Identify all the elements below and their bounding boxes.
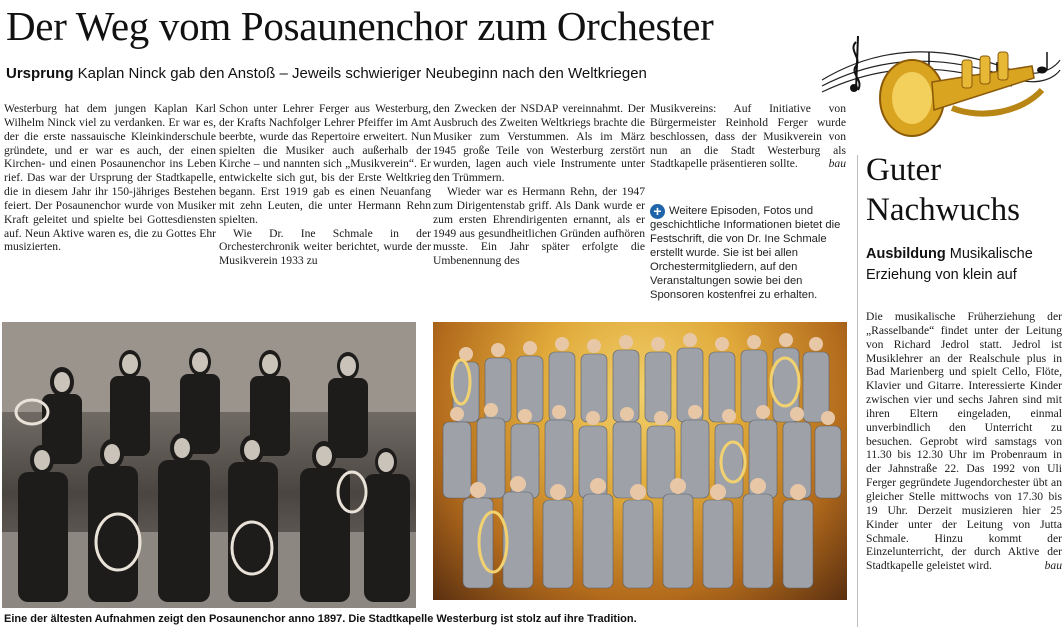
sidebar-title-line-1: Guter	[866, 152, 942, 188]
info-box-text: Weitere Episoden, Fotos und geschichtliche Informationen bietet die Festschrift, die von Dr. Ine Schmale erstellt wurde. Sie ist bei allen Orchestermitgliedern, auf den Veranstaltungen sowie bei den Sponsoren kostenfrei zu erhalten.	[650, 205, 841, 301]
column-2-paragraph-1: Schon unter Lehrer Ferger aus Westerburg, der Krafts Nachfolger Lehrer Pfeiffer im Amt beerbte, wurde das Repertoire erweitert. Nun spielten die Musiker auch außerhalb der Kirche – und nannten sich „Musikverein“. Er entwickelte sich gut, bis der Erste Weltkrieg begann. Erst 1919 gab es einen Neuanfang mit zehn Leuten, die unter Hermann Rehn spielten.	[219, 102, 431, 226]
article-subhead	[6, 64, 647, 84]
sidebar-title-line-2: Nachwuchs	[866, 192, 1020, 228]
sidebar-body	[866, 310, 1062, 627]
column-4-paragraph-1	[650, 102, 846, 171]
column-3-paragraph-2: Wieder war es Hermann Rehn, der 1947 zum Dirigentenstab griff. Als Dank wurde er zum ersten Ehrendirigenten ernannt, als er 1949 aus gesundheitlichen Gründen aufhören musste. Ein Jahr später erfolgte die Umbenennung des	[433, 185, 645, 268]
photo-caption: Eine der ältesten Aufnahmen zeigt den Posaunenchor anno 1897. Die Stadtkapelle Westerburg ist stolz auf ihre Tradition.	[4, 613, 637, 625]
article-column-2	[219, 102, 431, 268]
historic-band-photo	[2, 322, 416, 608]
sidebar-text: Die musikalische Früherziehung der „Rasselbande“ findet unter der Leitung von Richard Jedrol statt. Jedrol ist Musiklehrer an der Realschule plus in Bad Marienberg und spielt Cello, Flöte, Klavier und Gitarre. Interessierte Kinder zwischen vier und sechs Jahren sind mit ihren Eltern eingeladen, einmal unverbindlich den Unterricht zu besuchen. Geprobt wird samstags von 11.30 bis 12.30 Uhr im Probenraum in der Jahnstraße 22. Das 1992 von Uli Ferger gegründete Jugendorchester übt an gleicher Stelle mittwochs von 17.30 bis 19 Uhr. Derzeit musizieren hier 25 Kinder unter der Leitung von Jutta Schmale. Hinzu kommt der Einzelunterricht, der durch Aktive der Stadtkapelle geleistet wird.	[866, 310, 1062, 573]
article-column-3	[433, 102, 645, 268]
subhead-text: Kaplan Ninck gab den Anstoß – Jeweils schwieriger Neubeginn nach den Weltkriegen	[77, 65, 647, 82]
column-1-paragraph-1: Westerburg hat dem jungen Kaplan Karl Wilhelm Ninck viel zu verdanken. Er war es, der die erste nassauische Kleinkinderschule gründete, und er war es auch, der einen Kirchen- und einen Posaunenchor ins Leben rief. Das war der Ursprung der Stadtkapelle, die in diesem Jahr ihr 150-jähriges Bestehen feiert. Der Posaunenchor wurde von Musiker Kraft geleitet und spielte bei Gottesdiensten auf. Neun Aktive waren es, die zu Gottes Ehr musizierten.	[4, 102, 216, 254]
plus-icon: +	[650, 204, 665, 219]
modern-orchestra-photo	[433, 322, 847, 600]
subhead-kicker: Ursprung	[6, 65, 74, 82]
info-box	[650, 204, 846, 302]
sidebar-subhead-text: Musikalische Erziehung von klein auf	[866, 246, 1033, 283]
sidebar-subhead	[866, 244, 1062, 286]
trumpet-with-notes-icon	[812, 20, 1062, 150]
column-4-text: Musikvereins: Auf Initiative von Bürgermeister Reinhold Ferger wurde beschlossen, dass der Musikverein von nun an die Stadt Westerburg als Stadtkapelle präsentieren sollte.	[650, 102, 846, 171]
sidebar-title	[866, 150, 1020, 230]
sidebar-signature: bau	[1044, 559, 1062, 573]
page-headline: Der Weg vom Posaunenchor zum Orchester	[6, 3, 714, 49]
column-2-paragraph-2: Wie Dr. Ine Schmale in der Orchesterchronik weiter berichtet, wurde der Musikverein 1933 zu	[219, 226, 431, 268]
article-column-1	[4, 102, 216, 254]
column-divider	[857, 155, 858, 627]
column-3-paragraph-1: den Zwecken der NSDAP vereinnahmt. Der Ausbruch des Zweiten Weltkriegs brachte die Musiker zum Verstummen. Als im März 1945 große Teile von Westerburg zerstört wurden, lagen auch viele Instrumente unter den Trümmern.	[433, 102, 645, 185]
article-column-4	[650, 102, 846, 171]
sidebar-paragraph	[866, 310, 1062, 573]
sidebar-kicker: Ausbildung	[866, 246, 946, 262]
author-signature: bau	[828, 157, 846, 171]
